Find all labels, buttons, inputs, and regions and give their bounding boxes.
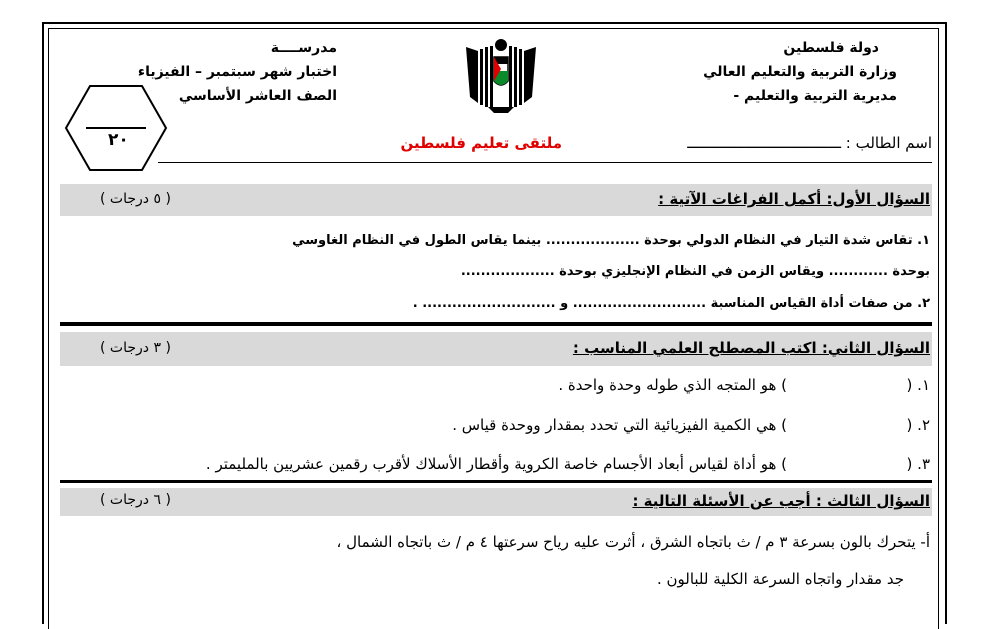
header-right-line-3: مديرية التربية والتعليم - — [733, 88, 897, 104]
q2-item-3-num: ٣. ( — [906, 455, 930, 473]
q1-grade: ( ٥ درجات ) — [100, 191, 171, 207]
q2-item-3-text: ) هو أداة لقياس أبعاد الأجسام خاصة الكروية وأقطار الأسلاك لأقرب رقمين عشريين بالمليمتر . — [205, 455, 787, 473]
q1-line-3: ٢. من صفات أداة القياس المناسبة ........................... و ........................... . — [412, 296, 930, 311]
grade-level: الصف العاشر الأساسي — [178, 88, 337, 104]
q2-item-1-text: ) هو المتجه الذي طوله وحدة واحدة . — [558, 376, 787, 394]
header-right-line-2: وزارة التربية والتعليم العالي — [703, 64, 897, 80]
q2-grade: ( ٣ درجات ) — [100, 340, 171, 356]
q1-divider — [60, 322, 932, 326]
q2-item-2-num: ٢. ( — [906, 416, 930, 434]
q2-item-3 — [206, 455, 930, 473]
q2-item-2 — [452, 416, 930, 434]
header-underline — [158, 162, 932, 163]
header-right-line-1: دولة فلسطين — [783, 40, 879, 56]
q3-title: السؤال الثالث : أجب عن الأسئلة التالية : — [632, 492, 930, 510]
school-label: مدرســــة — [270, 40, 337, 56]
exam-title: اختبار شهر سبتمبر – الفيزياء — [137, 64, 337, 80]
q2-item-1-num: ١. ( — [906, 376, 930, 394]
q3-grade: ( ٦ درجات ) — [100, 492, 171, 508]
q2-divider — [60, 480, 932, 483]
q2-title: السؤال الثاني: اكتب المصطلح العلمي المناسب : — [572, 339, 930, 357]
q1-title: السؤال الأول: أكمل الفراغات الآتية : — [658, 190, 930, 208]
q1-line-2: بوحدة ............ ويقاس الزمن في النظام الإنجليزي بوحدة ................... — [460, 264, 930, 279]
q3-part-a-line-1: أ- يتحرك بالون بسرعة ٣ م / ث باتجاه الشرق ، أثرت عليه رياح سرعتها ٤ م / ث باتجاه الشمال ، — [336, 533, 930, 551]
brand-label: ملتقى تعليم فلسطين — [400, 134, 562, 152]
student-name-label[interactable]: اسم الطالب : ـــــــــــــــــــــــــــــــــــ — [687, 134, 932, 152]
q1-line-1: ١. تقاس شدة التيار في النظام الدولي بوحدة ................... بينما يقاس الطول في النظام الغاوسي — [292, 233, 930, 248]
header-right — [703, 36, 897, 108]
score-hexagon — [64, 84, 168, 172]
score-total: ٢٠ — [108, 130, 129, 150]
q2-item-1 — [558, 376, 930, 394]
palestine-eagle-emblem-icon — [458, 33, 544, 117]
q2-item-2-text: ) هي الكمية الفيزيائية التي تحدد بمقدار ووحدة قياس . — [452, 416, 787, 434]
q3-part-a-line-2: جد مقدار واتجاه السرعة الكلية للبالون . — [656, 570, 904, 588]
